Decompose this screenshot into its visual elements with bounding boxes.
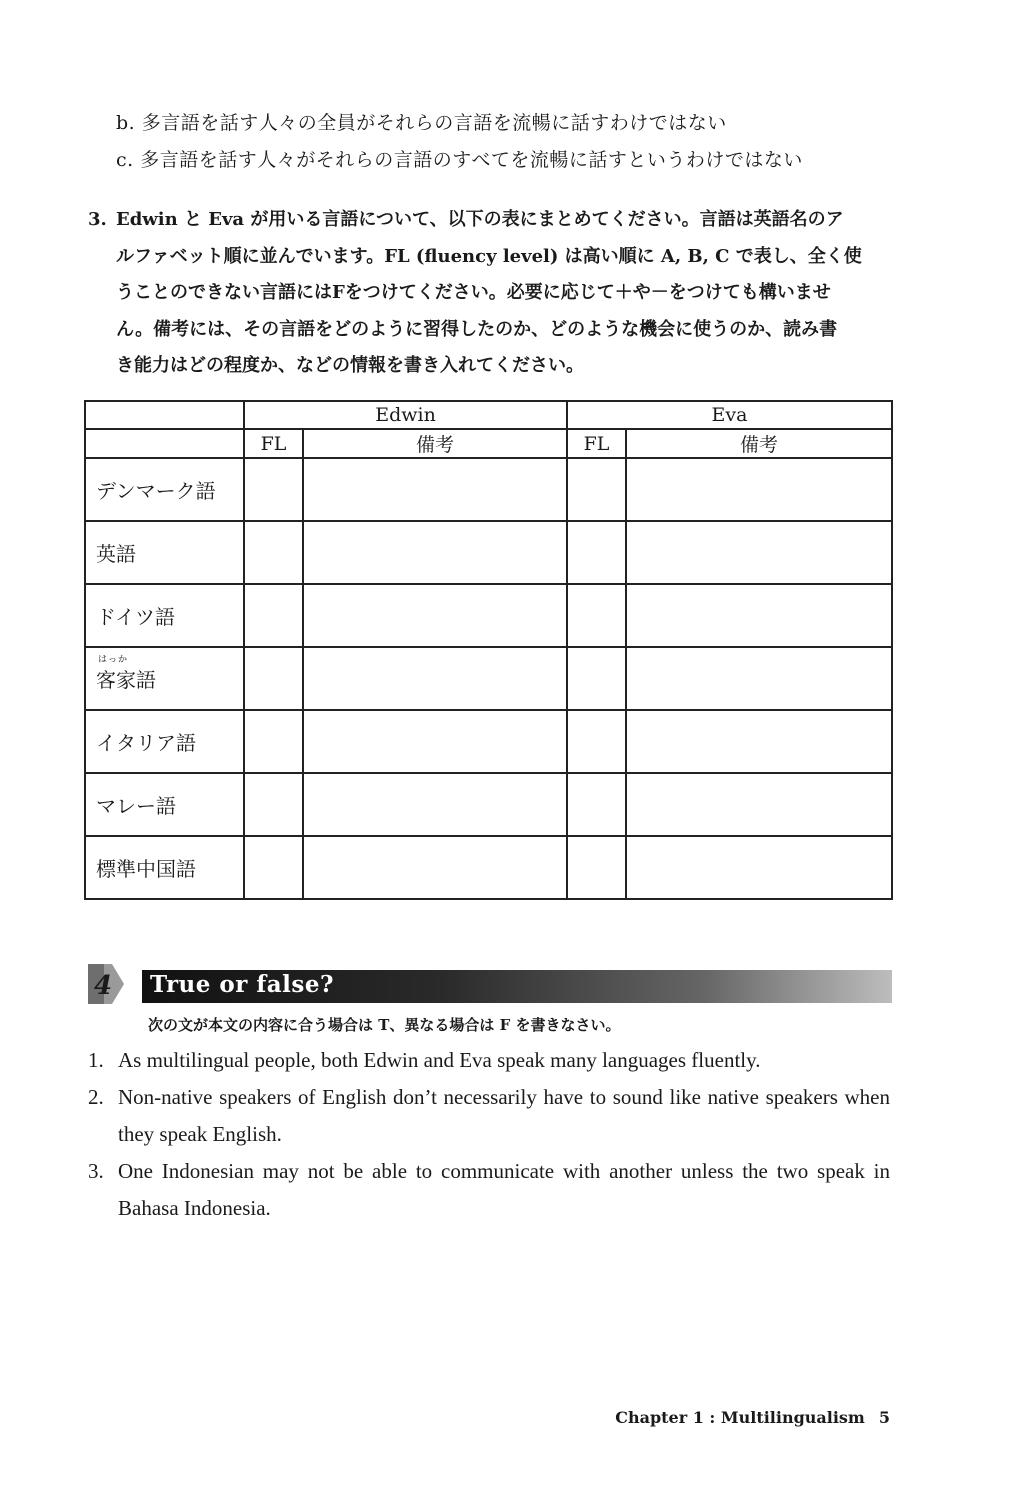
edwin-notes-cell[interactable] [303,584,567,647]
language-name: ドイツ語 [85,584,244,647]
section-4-title: True or false? [150,971,334,998]
edwin-fl-cell[interactable] [244,458,303,521]
eva-fl-cell[interactable] [567,773,626,836]
question-3-line-5: き能力はどの程度か、などの情報を書き入れてください。 [116,355,584,376]
language-name: イタリア語 [85,710,244,773]
language-table [84,400,893,900]
edwin-notes-cell[interactable] [303,773,567,836]
eva-fl-cell[interactable] [567,584,626,647]
question-3-line-4: ん。備考には、その言語をどのように習得したのか、どのような機会に使うのか、読み書 [116,318,838,340]
eva-fl-header: FL [567,429,626,458]
section-4-instruction: 次の文が本文の内容に合う場合は T、異なる場合は F を書きなさい。 [148,1016,621,1034]
tf-item-text: As multilingual people, both Edwin and Eva speak many languages fluently. [118,1048,761,1072]
edwin-fl-cell[interactable] [244,647,303,710]
edwin-header: Edwin [244,401,567,429]
tf-item-3 [88,1153,890,1227]
eva-notes-cell[interactable] [626,458,892,521]
language-name-with-ruby [85,647,244,710]
tf-item-1 [88,1042,890,1079]
table-corner-cell-2 [85,429,244,458]
language-name: 客家語 [96,668,156,692]
eva-notes-header: 備考 [626,429,892,458]
table-header-row-columns [85,429,892,458]
eva-notes-cell[interactable] [626,773,892,836]
edwin-notes-cell[interactable] [303,647,567,710]
language-name: マレー語 [85,773,244,836]
eva-fl-cell[interactable] [567,458,626,521]
edwin-notes-cell[interactable] [303,521,567,584]
language-name: 英語 [85,521,244,584]
table-row [85,836,892,899]
ruby-base [96,655,156,693]
eva-fl-cell[interactable] [567,521,626,584]
table-header-row-names [85,401,892,429]
tf-item-text: One Indonesian may not be able to communicate with another unless the two speak in Bahasa Indonesia. [118,1159,890,1220]
eva-header: Eva [567,401,892,429]
question-3 [88,202,898,385]
table-row [85,710,892,773]
eva-fl-cell[interactable] [567,647,626,710]
table-row [85,458,892,521]
tf-item-number: 3. [88,1159,104,1183]
page-number: 5 [878,1408,890,1427]
edwin-notes-cell[interactable] [303,710,567,773]
edwin-fl-cell[interactable] [244,584,303,647]
eva-fl-cell[interactable] [567,836,626,899]
table-row [85,584,892,647]
section-4-number-badge [88,962,124,1006]
edwin-notes-cell[interactable] [303,458,567,521]
chapter-title: Chapter 1 : Multilingualism [615,1408,865,1427]
tf-item-2 [88,1079,890,1153]
edwin-notes-header: 備考 [303,429,567,458]
option-c: c. 多言語を話す人々がそれらの言語のすべてを流暢に話すというわけではない [116,149,803,171]
edwin-fl-cell[interactable] [244,773,303,836]
option-b: b. 多言語を話す人々の全員がそれらの言語を流暢に話すわけではない [116,112,727,134]
question-3-number: 3. [88,209,107,230]
eva-notes-cell[interactable] [626,521,892,584]
tf-item-number: 2. [88,1085,104,1109]
eva-notes-cell[interactable] [626,584,892,647]
edwin-fl-cell[interactable] [244,710,303,773]
table-row [85,647,892,710]
eva-notes-cell[interactable] [626,710,892,773]
question-3-line-3: うことのできない言語にはFをつけてください。必要に応じて＋や－をつけても構いませ [116,282,831,303]
edwin-fl-cell[interactable] [244,521,303,584]
eva-notes-cell[interactable] [626,836,892,899]
language-name: デンマーク語 [85,458,244,521]
page-footer [615,1408,890,1427]
question-3-line-2: ルファベット順に並んでいます。FL (fluency level) は高い順に A, B, C で表し、全く使 [116,245,862,267]
language-name: 標準中国語 [85,836,244,899]
eva-fl-cell[interactable] [567,710,626,773]
tf-item-number: 1. [88,1048,104,1072]
eva-notes-cell[interactable] [626,647,892,710]
table-corner-cell [85,401,244,429]
section-4-number: 4 [94,971,113,1001]
edwin-fl-header: FL [244,429,303,458]
edwin-fl-cell[interactable] [244,836,303,899]
table-row [85,521,892,584]
tf-item-text: Non-native speakers of English don’t necessarily have to sound like native speakers when they speak English. [118,1085,890,1146]
edwin-notes-cell[interactable] [303,836,567,899]
ruby-reading: はっか [98,655,129,665]
question-3-line-1: Edwin と Eva が用いる言語について、以下の表にまとめてください。言語は英語名のア [116,209,844,230]
table-row [85,773,892,836]
